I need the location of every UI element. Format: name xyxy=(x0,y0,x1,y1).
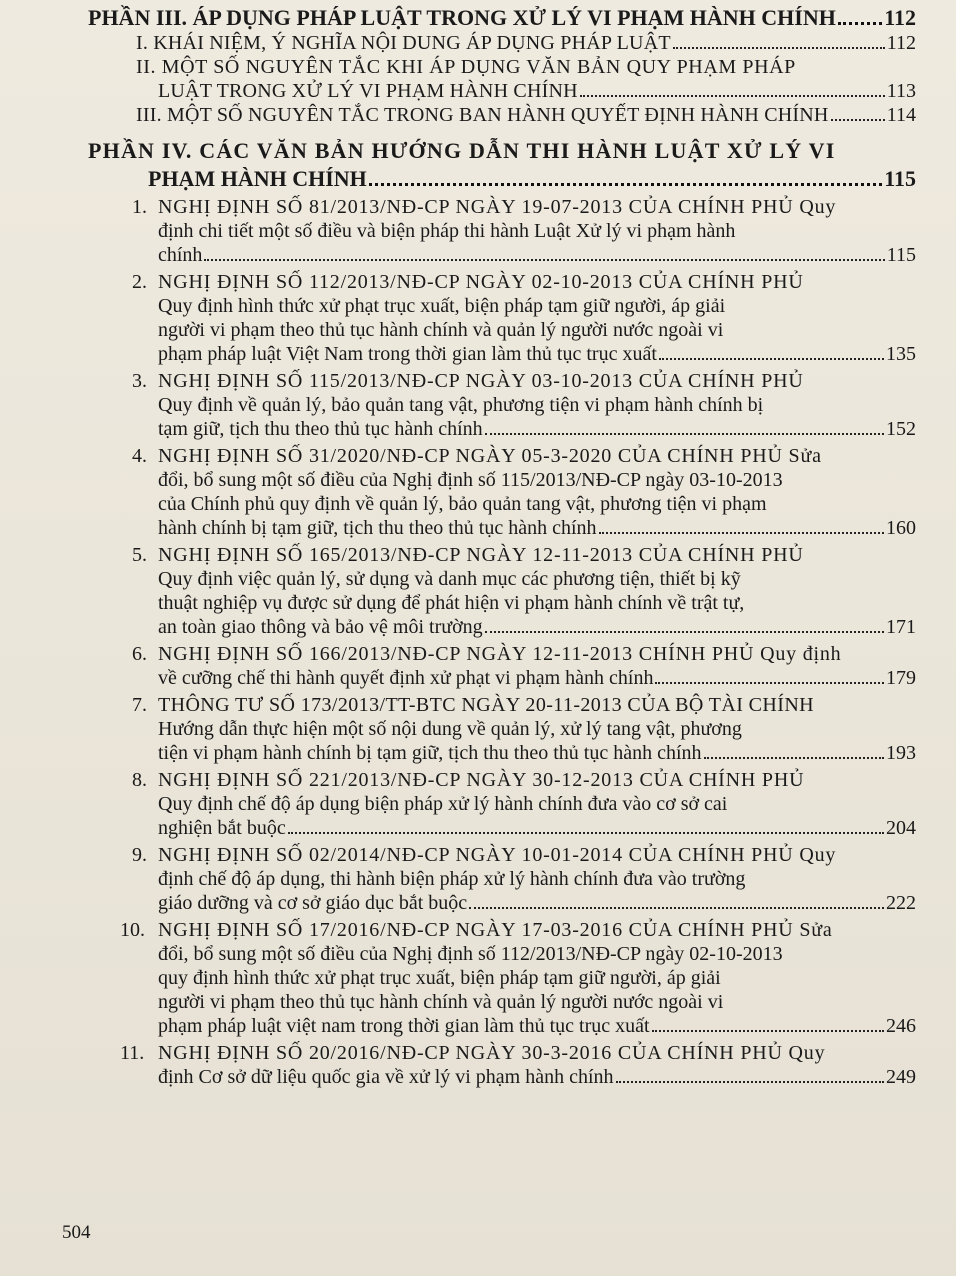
section-page: 112 xyxy=(886,32,916,54)
entry-number: 9. xyxy=(132,844,147,866)
list-item xyxy=(88,1041,916,1089)
entry-line: người vi phạm theo thủ tục hành chính và quản lý người nước ngoài vi xyxy=(158,319,724,341)
entry-line: đổi, bổ sung một số điều của Nghị định số 115/2013/NĐ-CP ngày 03-10-2013 xyxy=(158,469,783,491)
leader-dots xyxy=(369,182,882,186)
part-3-title: PHẦN III. ÁP DỤNG PHÁP LUẬT TRONG XỬ LÝ VI PHẠM HÀNH CHÍNH xyxy=(88,5,836,30)
leader-dots xyxy=(288,831,884,834)
entry-line: Hướng dẫn thực hiện một số nội dung về quản lý, xử lý tang vật, phương xyxy=(158,718,742,740)
entry-line: NGHỊ ĐỊNH SỐ 221/2013/NĐ-CP NGÀY 30-12-2013 CỦA CHÍNH PHỦ xyxy=(158,769,805,791)
entry-last-line xyxy=(158,1014,916,1038)
entry-page: 171 xyxy=(886,616,916,638)
entry-line: định chi tiết một số điều và biện pháp thi hành Luật Xử lý vi phạm hành xyxy=(158,220,736,242)
leader-dots xyxy=(599,531,884,534)
entry-page: 160 xyxy=(886,517,916,539)
entry-page: 115 xyxy=(886,244,916,266)
entry-number: 6. xyxy=(132,643,147,665)
entry-page: 222 xyxy=(886,892,916,914)
leader-dots xyxy=(659,357,884,360)
list-item xyxy=(88,369,916,441)
entry-page: 152 xyxy=(886,418,916,440)
entry-last-line xyxy=(158,342,916,366)
entry-last-line xyxy=(158,816,916,840)
entry-line: người vi phạm theo thủ tục hành chính và quản lý người nước ngoài vi xyxy=(158,991,724,1013)
list-item xyxy=(88,693,916,765)
entry-line: NGHỊ ĐỊNH SỐ 17/2016/NĐ-CP NGÀY 17-03-2016 CỦA CHÍNH PHỦ Sửa xyxy=(158,919,833,941)
entry-line: hành chính bị tạm giữ, tịch thu theo thủ tục hành chính xyxy=(158,517,597,539)
entry-number: 7. xyxy=(132,694,147,716)
part-4-title-line-2: PHẠM HÀNH CHÍNH xyxy=(148,166,367,191)
entry-line: NGHỊ ĐỊNH SỐ 115/2013/NĐ-CP NGÀY 03-10-2013 CỦA CHÍNH PHỦ xyxy=(158,370,804,392)
entry-page: 249 xyxy=(886,1066,916,1088)
list-item xyxy=(88,195,916,267)
entry-line: Quy định hình thức xử phạt trục xuất, biện pháp tạm giữ người, áp giải xyxy=(158,295,726,317)
leader-dots xyxy=(838,21,882,25)
part-3-heading xyxy=(88,4,916,31)
entry-line: tạm giữ, tịch thu theo thủ tục hành chính xyxy=(158,418,483,440)
entry-number: 10. xyxy=(120,919,145,941)
entry-last-line xyxy=(158,741,916,765)
entry-line: NGHỊ ĐỊNH SỐ 31/2020/NĐ-CP NGÀY 05-3-2020 CỦA CHÍNH PHỦ Sửa xyxy=(158,445,822,467)
entry-number: 2. xyxy=(132,271,147,293)
page-number: 504 xyxy=(62,1222,91,1243)
entry-line: chính xyxy=(158,244,203,266)
entry-line: NGHỊ ĐỊNH SỐ 02/2014/NĐ-CP NGÀY 10-01-2014 CỦA CHÍNH PHỦ Quy xyxy=(158,844,837,866)
list-item xyxy=(88,642,916,690)
entry-line: thuật nghiệp vụ được sử dụng để phát hiện vi phạm hành chính về trật tự, xyxy=(158,592,745,614)
entry-number: 11. xyxy=(120,1042,145,1064)
list-item xyxy=(88,270,916,366)
entry-last-line xyxy=(158,243,916,267)
entry-number: 4. xyxy=(132,445,147,467)
entry-line: của Chính phủ quy định về quản lý, bảo quản tang vật, phương tiện vi phạm xyxy=(158,493,767,515)
entry-line: NGHỊ ĐỊNH SỐ 20/2016/NĐ-CP NGÀY 30-3-2016 CỦA CHÍNH PHỦ Quy xyxy=(158,1042,826,1064)
list-item xyxy=(88,444,916,540)
section-title-line: II. MỘT SỐ NGUYÊN TẮC KHI ÁP DỤNG VĂN BẢN QUY PHẠM PHÁP xyxy=(136,56,796,78)
leader-dots xyxy=(204,258,884,261)
leader-dots xyxy=(469,906,884,909)
entry-last-line xyxy=(158,615,916,639)
section-page: 113 xyxy=(886,80,916,102)
part-4-page: 115 xyxy=(884,166,916,191)
entry-number: 8. xyxy=(132,769,147,791)
list-item xyxy=(88,918,916,1038)
entry-line: quy định hình thức xử phạt trục xuất, biện pháp tạm giữ người, áp giải xyxy=(158,967,721,989)
part-4-title-line-1: PHẦN IV. CÁC VĂN BẢN HƯỚNG DẪN THI HÀNH LUẬT XỬ LÝ VI xyxy=(88,138,836,163)
entry-last-line xyxy=(158,516,916,540)
entry-line: tiện vi phạm hành chính bị tạm giữ, tịch thu theo thủ tục hành chính xyxy=(158,742,702,764)
leader-dots xyxy=(652,1029,884,1032)
entry-number: 5. xyxy=(132,544,147,566)
section-item xyxy=(88,31,916,55)
leader-dots xyxy=(655,681,884,684)
section-title: LUẬT TRONG XỬ LÝ VI PHẠM HÀNH CHÍNH xyxy=(158,80,578,102)
leader-dots xyxy=(616,1080,884,1083)
entry-last-line xyxy=(158,1065,916,1089)
list-item xyxy=(88,543,916,639)
entry-line: Quy định về quản lý, bảo quản tang vật, phương tiện vi phạm hành chính bị xyxy=(158,394,764,416)
entry-line: phạm pháp luật Việt Nam trong thời gian làm thủ tục trục xuất xyxy=(158,343,657,365)
section-page: 114 xyxy=(886,104,916,126)
entry-line: an toàn giao thông và bảo vệ môi trường xyxy=(158,616,483,638)
entry-line: NGHỊ ĐỊNH SỐ 165/2013/NĐ-CP NGÀY 12-11-2013 CỦA CHÍNH PHỦ xyxy=(158,544,804,566)
entry-line: giáo dưỡng và cơ sở giáo dục bắt buộc xyxy=(158,892,468,914)
entry-line: nghiện bắt buộc xyxy=(158,817,286,839)
entry-line: định chế độ áp dụng, thi hành biện pháp xử lý hành chính đưa vào trường xyxy=(158,868,746,890)
entry-last-line xyxy=(158,666,916,690)
entry-line: Quy định chế độ áp dụng biện pháp xử lý hành chính đưa vào cơ sở cai xyxy=(158,793,728,815)
entry-line: NGHỊ ĐỊNH SỐ 166/2013/NĐ-CP NGÀY 12-11-2013 CHÍNH PHỦ Quy định xyxy=(158,643,842,665)
section-title: I. KHÁI NIỆM, Ý NGHĨA NỘI DUNG ÁP DỤNG PHÁP LUẬT xyxy=(136,32,671,54)
entry-page: 204 xyxy=(886,817,916,839)
leader-dots xyxy=(831,118,885,121)
entry-line: định Cơ sở dữ liệu quốc gia về xử lý vi phạm hành chính xyxy=(158,1066,614,1088)
entry-page: 246 xyxy=(886,1015,916,1037)
entry-number: 3. xyxy=(132,370,147,392)
leader-dots xyxy=(673,46,885,49)
part-3-sections xyxy=(88,31,916,127)
entry-page: 135 xyxy=(886,343,916,365)
entry-page: 193 xyxy=(886,742,916,764)
entry-line: NGHỊ ĐỊNH SỐ 112/2013/NĐ-CP NGÀY 02-10-2013 CỦA CHÍNH PHỦ xyxy=(158,271,804,293)
entry-line: NGHỊ ĐỊNH SỐ 81/2013/NĐ-CP NGÀY 19-07-2013 CỦA CHÍNH PHỦ Quy xyxy=(158,196,837,218)
section-item xyxy=(88,79,916,103)
entry-line: về cưỡng chế thi hành quyết định xử phạt vi phạm hành chính xyxy=(158,667,654,689)
leader-dots xyxy=(580,94,885,97)
list-item xyxy=(88,768,916,840)
leader-dots xyxy=(485,630,884,633)
leader-dots xyxy=(704,756,884,759)
leader-dots xyxy=(485,432,884,435)
part-3-page: 112 xyxy=(884,5,916,30)
entry-line: Quy định việc quản lý, sử dụng và danh mục các phương tiện, thiết bị kỹ xyxy=(158,568,741,590)
list-item xyxy=(88,843,916,915)
entry-line: đổi, bổ sung một số điều của Nghị định số 112/2013/NĐ-CP ngày 02-10-2013 xyxy=(158,943,783,965)
entry-last-line xyxy=(158,417,916,441)
section-item xyxy=(88,103,916,127)
entry-page: 179 xyxy=(886,667,916,689)
section-title: III. MỘT SỐ NGUYÊN TẮC TRONG BAN HÀNH QUYẾT ĐỊNH HÀNH CHÍNH xyxy=(136,104,829,126)
entry-number: 1. xyxy=(132,196,147,218)
part-4-heading xyxy=(88,165,916,192)
entry-line: THÔNG TƯ SỐ 173/2013/TT-BTC NGÀY 20-11-2013 CỦA BỘ TÀI CHÍNH xyxy=(158,694,815,716)
entry-line: phạm pháp luật việt nam trong thời gian làm thủ tục trục xuất xyxy=(158,1015,650,1037)
entry-last-line xyxy=(158,891,916,915)
